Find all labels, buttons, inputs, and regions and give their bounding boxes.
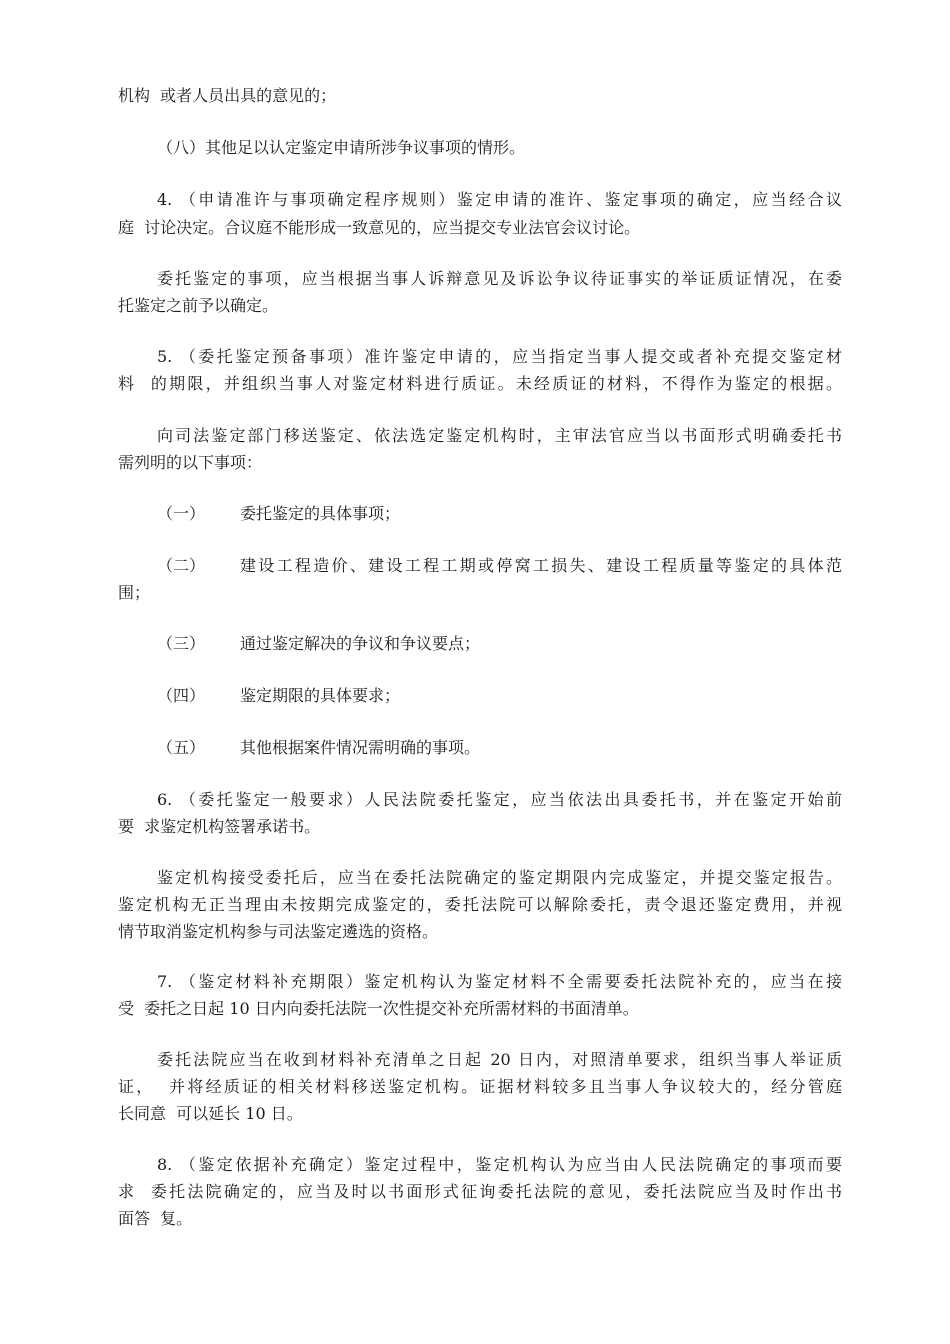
clause-8-heading: 8. （鉴定依据补充确定）鉴定过程中，鉴定机构认为应当由人民法院确定的事项而要 (157, 1155, 842, 1174)
list-item-text: 通过鉴定解决的争议和争议要点； (240, 634, 481, 653)
clause-5-heading: 5. （委托鉴定预备事项）准许鉴定申请的，应当指定当事人提交或者补充提交鉴定材 (157, 347, 842, 366)
text-line: 证， 并将经质证的相关材料移送鉴定机构。证据材料较多且当事人争议较大的，经分管庭 (118, 1077, 842, 1096)
text-line: 长同意 可以延长 10 日。 (118, 1104, 303, 1123)
list-item-text: 围； (118, 583, 151, 602)
clause-7-heading: 7. （鉴定材料补充期限）鉴定机构认为鉴定材料不全需要委托法院补充的，应当在接 (157, 972, 842, 991)
text-line: 受 委托之日起 10 日内向委托法院一次性提交补充所需材料的书面清单。 (118, 999, 639, 1018)
text-line: 求 委托法院确定的，应当及时以书面形式征询委托法院的意见，委托法院应当及时作出书 (118, 1182, 842, 1201)
clause-4-heading: 4. （申请准许与事项确定程序规则）鉴定申请的准许、鉴定事项的确定，应当经合议 (157, 190, 842, 209)
text-line: 需列明的以下事项： (118, 453, 263, 472)
text-line: 要 求鉴定机构签署承诺书。 (118, 817, 321, 836)
list-item-number: （三） (157, 634, 206, 653)
text-line: 向司法鉴定部门移送鉴定、依法选定鉴定机构时，主审法官应当以书面形式明确委托书 (157, 426, 842, 445)
text-line: 机构 或者人员出具的意见的； (118, 86, 337, 105)
text-line: 庭 讨论决定。合议庭不能形成一致意见的，应当提交专业法官会议讨论。 (118, 218, 641, 237)
list-item-text: 其他根据案件情况需明确的事项。 (240, 738, 481, 757)
text-line: 料 的期限，并组织当事人对鉴定材料进行质证。未经质证的材料，不得作为鉴定的根据。 (118, 374, 842, 393)
text-line: 鉴定机构接受委托后，应当在委托法院确定的鉴定期限内完成鉴定，并提交鉴定报告。 (157, 868, 842, 887)
list-item-number: （一） (157, 504, 206, 523)
text-line: 委托法院应当在收到材料补充清单之日起 20 日内，对照清单要求，组织当事人举证质 (157, 1050, 842, 1069)
text-line: 托鉴定之前予以确定。 (118, 296, 279, 315)
list-item-number: （四） (157, 686, 206, 705)
text-line: （八）其他足以认定鉴定申请所涉争议事项的情形。 (157, 138, 526, 157)
text-line: 鉴定机构无正当理由未按期完成鉴定的，委托法院可以解除委托，责令退还鉴定费用，并视 (118, 895, 842, 914)
list-item-number: （二） (157, 556, 206, 575)
list-item-text: 委托鉴定的具体事项； (240, 504, 401, 523)
text-line: 委托鉴定的事项，应当根据当事人诉辩意见及诉讼争议待证事实的举证质证情况，在委 (157, 269, 842, 288)
list-item-number: （五） (157, 738, 206, 757)
text-line: 面答 复。 (118, 1209, 193, 1228)
list-item-text: 鉴定期限的具体要求； (240, 686, 401, 705)
list-item-text: 建设工程造价、建设工程工期或停窝工损失、建设工程质量等鉴定的具体范 (240, 556, 842, 575)
text-line: 情节取消鉴定机构参与司法鉴定遴选的资格。 (118, 922, 439, 941)
clause-6-heading: 6. （委托鉴定一般要求）人民法院委托鉴定，应当依法出具委托书，并在鉴定开始前 (157, 790, 842, 809)
